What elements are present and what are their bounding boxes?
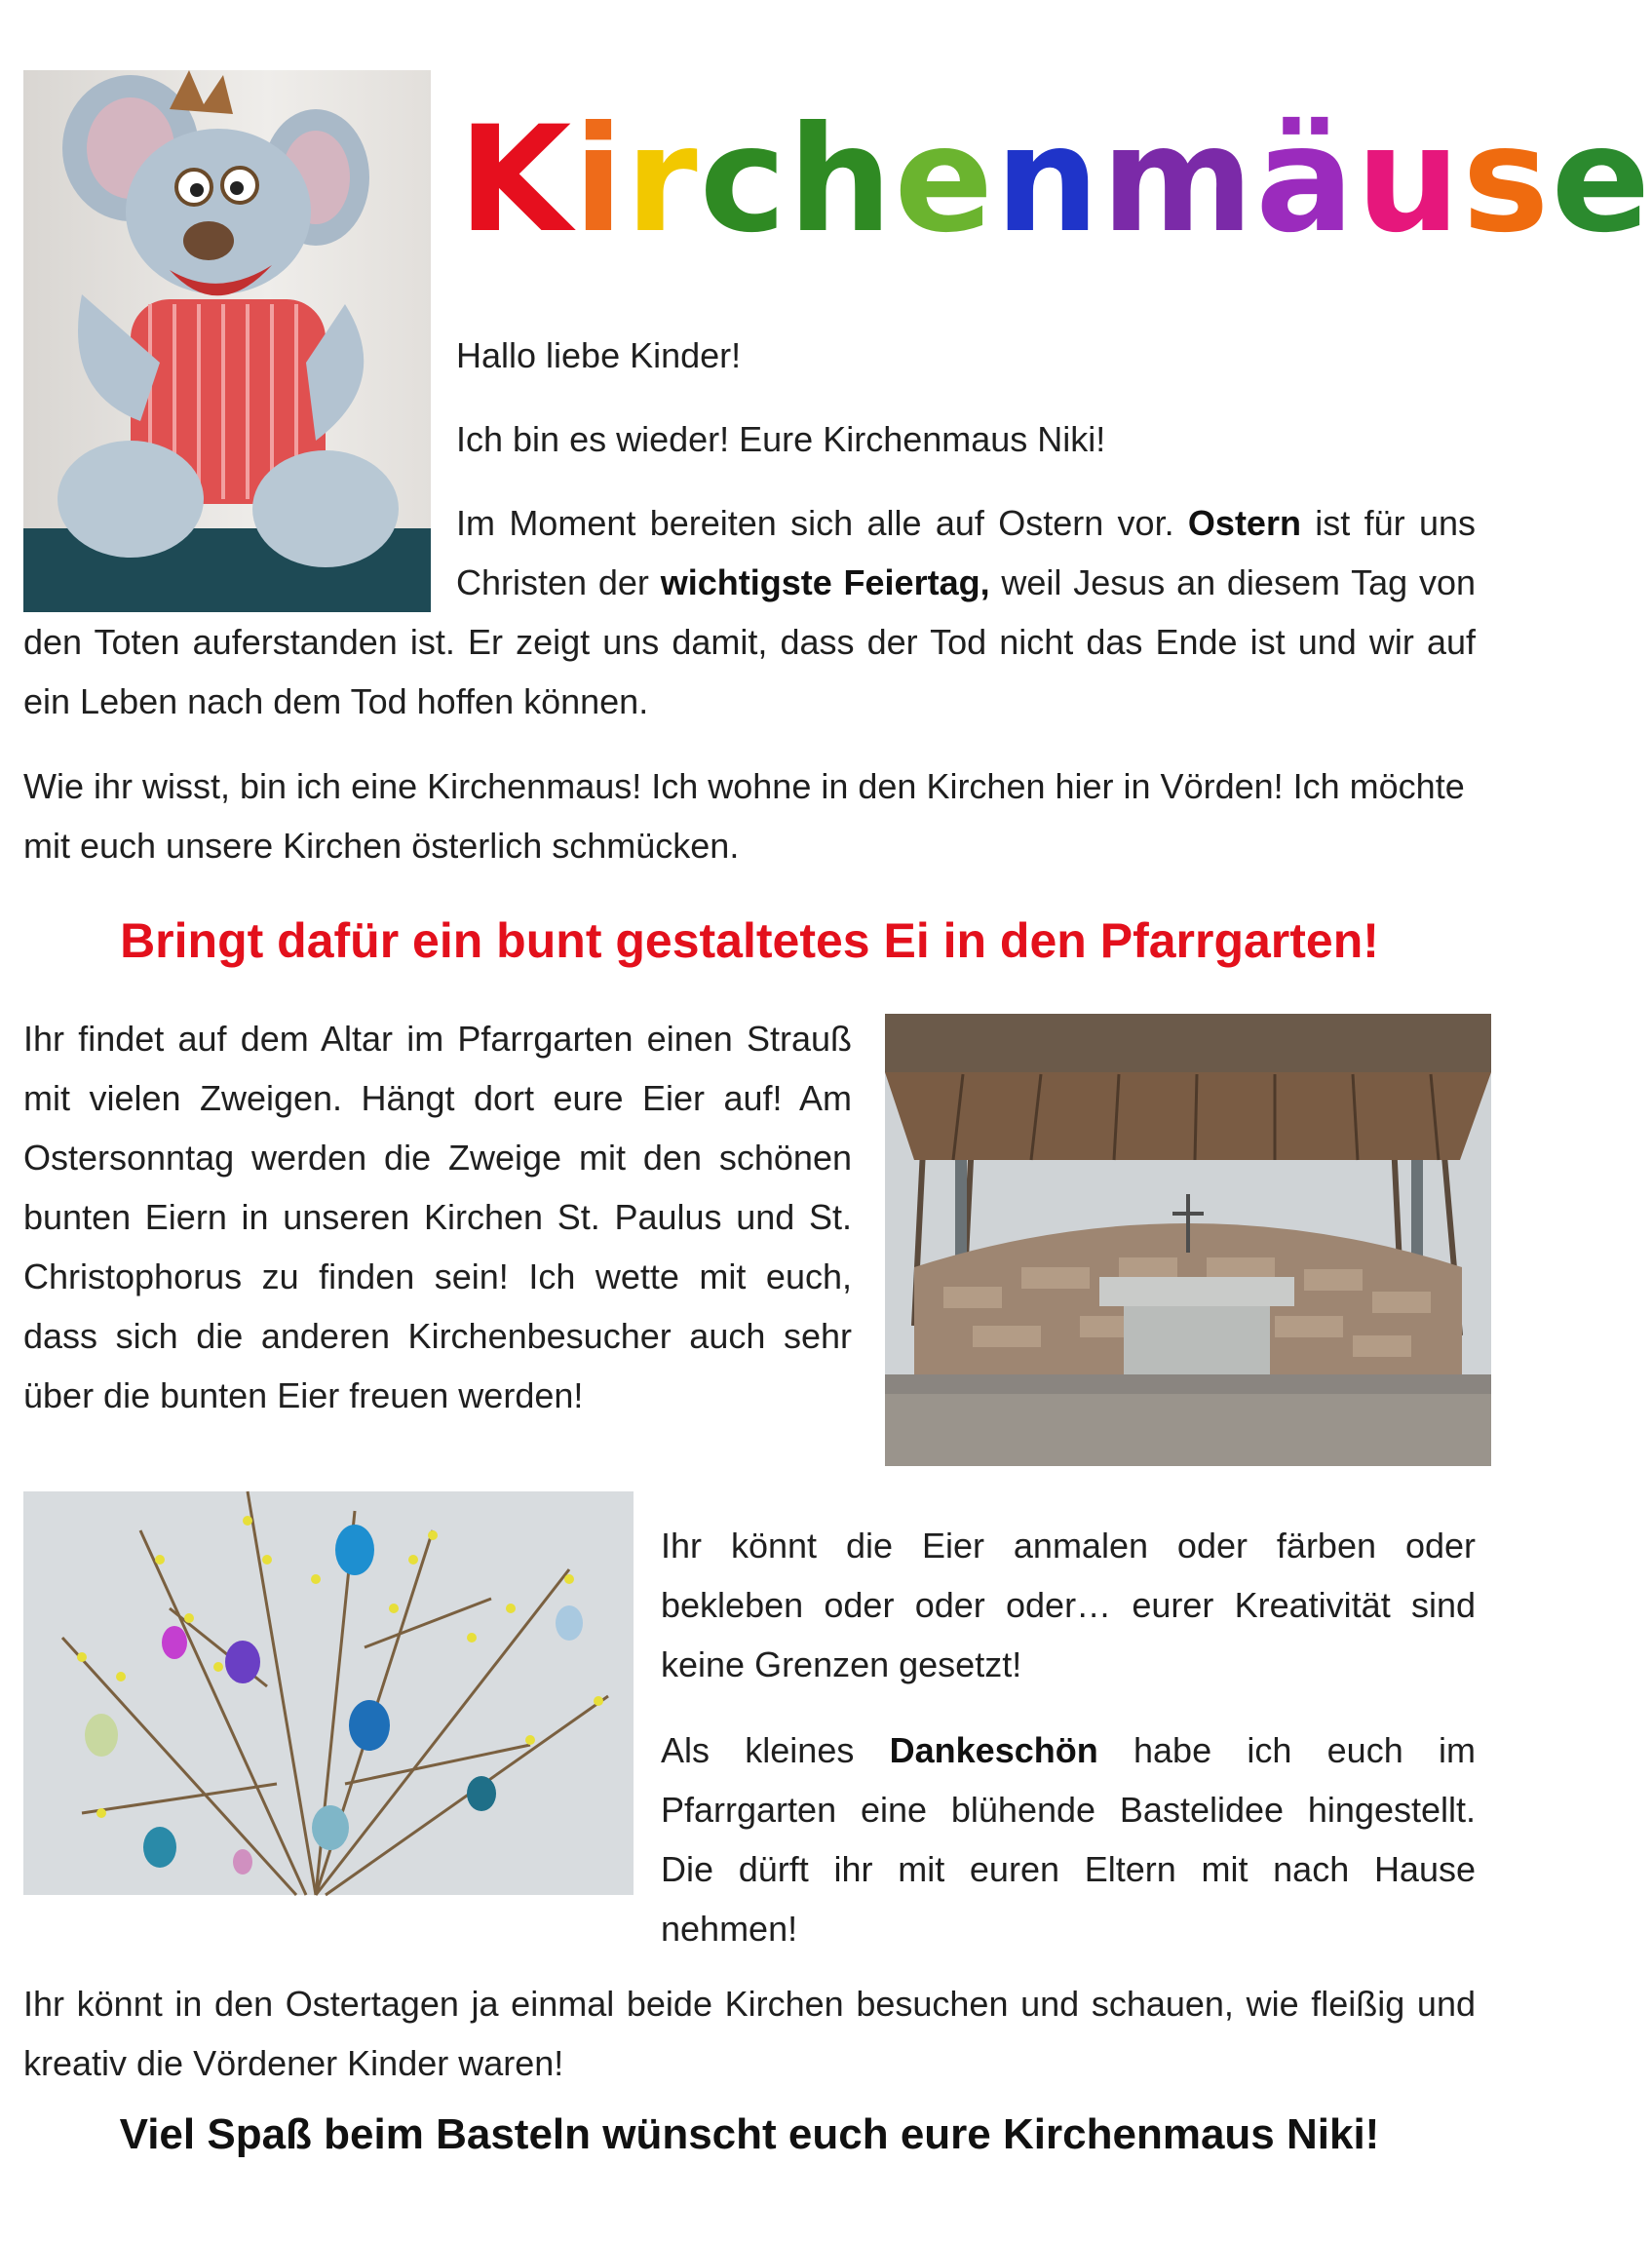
- greeting-text: Hallo liebe Kinder!: [456, 335, 742, 375]
- call-to-action-headline: Bringt dafür ein bunt gestaltetes Ei in den Pfarrgarten!: [120, 913, 1379, 968]
- title-letter: n: [995, 96, 1101, 265]
- title-letter: u: [1356, 96, 1463, 265]
- emphasis-ostern: Ostern: [1187, 503, 1301, 543]
- page-title: [458, 88, 1652, 273]
- altar-paragraph: Ihr findet auf dem Altar im Pfarrgarten einen Strauß mit vielen Zweigen. Hängt dort eure Eier auf! Am Ostersonntag werden die Zweige mit den schönen bunten Eiern in unseren Kirchen St. Paulus und St. Christophorus zu finden sein! Ich wette mit euch, dass sich die anderen Kirchenbesucher auch sehr über die bunten Eier freuen werden!: [23, 1019, 852, 1415]
- church-mouse-paragraph: Wie ihr wisst, bin ich eine Kirchenmaus! Ich wohne in den Kirchen hier in Vörden! Ich möchte mit euch unsere Kirchen österlich schmücken.: [23, 766, 1465, 866]
- title-letter: m: [1100, 96, 1256, 265]
- title-letter: K: [458, 96, 574, 265]
- emphasis-dankeschoen: Dankeschön: [889, 1730, 1098, 1770]
- thanks-paragraph: Als kleines Dankeschön habe ich euch im Pfarrgarten eine blühende Bastelidee hingestellt. Die dürft ihr mit euren Eltern mit nach Hause nehmen!: [661, 1730, 1476, 1949]
- intro-line: Ich bin es wieder! Eure Kirchenmaus Niki!: [456, 419, 1106, 459]
- title-letter: ä: [1255, 96, 1357, 265]
- title-letter: s: [1462, 96, 1552, 265]
- title-letter: r: [625, 96, 700, 265]
- title-letter: h: [788, 96, 895, 265]
- creative-paragraph: Ihr könnt die Eier anmalen oder färben oder bekleben oder oder oder… eurer Kreativität sind keine Grenzen gesetzt!: [661, 1526, 1476, 1684]
- title-letter: e: [894, 96, 996, 265]
- easter-paragraph: Im Moment bereiten sich alle auf Ostern vor. Ostern ist für uns Christen der wichtigste Feiertag, weil Jesus an diesem Tag von den Toten auferstanden ist. Er zeigt uns damit, dass der Tod nicht das Ende ist und wir auf ein Leben nach dem Tod hoffen können.: [23, 503, 1477, 721]
- visit-paragraph: Ihr könnt in den Ostertagen ja einmal beide Kirchen besuchen und schauen, wie fleißig und kreativ die Vördener Kinder waren!: [23, 1984, 1476, 2083]
- emphasis-feiertag: wichtigste Feiertag,: [660, 562, 990, 602]
- altar-photo: [885, 1014, 1491, 1466]
- title-letter: c: [699, 96, 788, 265]
- title-letter: i: [573, 96, 626, 265]
- closing-line: Viel Spaß beim Basteln wünscht euch eure Kirchenmaus Niki!: [119, 2110, 1380, 2158]
- title-letter: e: [1551, 96, 1652, 265]
- easter-branches-photo: [23, 1491, 634, 1895]
